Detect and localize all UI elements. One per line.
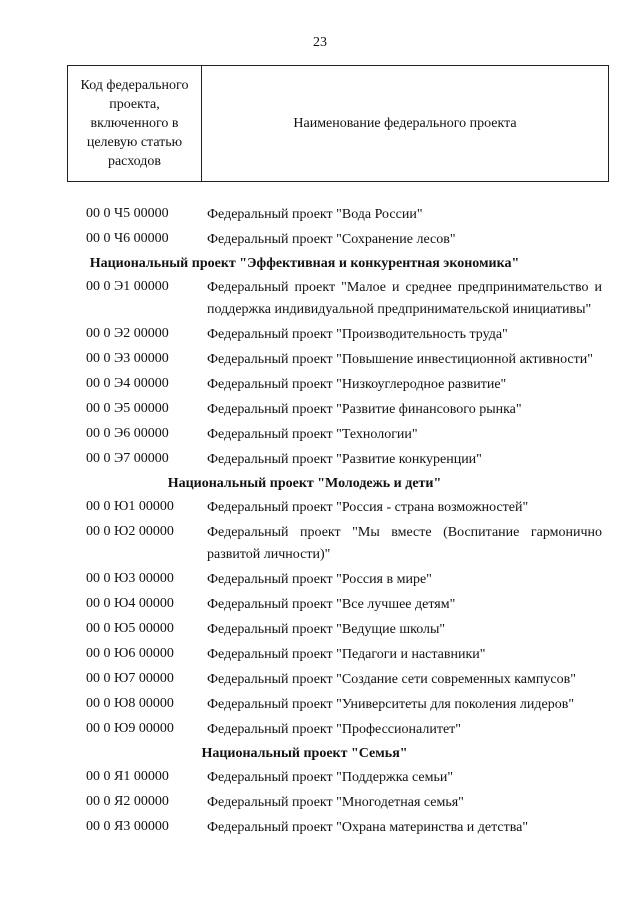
project-name: Федеральный проект "Охрана материнства и детства": [207, 820, 529, 835]
table-row: [0, 522, 640, 566]
table-row: [0, 324, 640, 346]
project-name: Федеральный проект "Сохранение лесов": [207, 232, 456, 247]
project-code: 00 0 Э3 00000: [86, 351, 169, 366]
project-name: Федеральный проект "Мы вместе (Воспитание гармонично развитой личности)": [207, 525, 602, 562]
project-name: Федеральный проект "Россия в мире": [207, 572, 432, 587]
table-row: [0, 277, 640, 321]
project-code: 00 0 Ю9 00000: [86, 721, 174, 736]
table-row: [0, 817, 640, 839]
project-code: 00 0 Э7 00000: [86, 451, 169, 466]
project-name: Федеральный проект "Развитие конкуренции": [207, 452, 482, 467]
table-row: [0, 767, 640, 789]
project-code: 00 0 Э2 00000: [86, 326, 169, 341]
project-code: 00 0 Э6 00000: [86, 426, 169, 441]
project-name: Федеральный проект "Производительность труда": [207, 327, 508, 342]
code-column-header: Код федерального проекта, включенного в целевую статью расходов: [68, 66, 202, 181]
project-name: Федеральный проект "Развитие финансового рынка": [207, 402, 522, 417]
project-code: 00 0 Я2 00000: [86, 794, 169, 809]
project-name: Федеральный проект "Университеты для поколения лидеров": [207, 697, 575, 712]
project-name: Федеральный проект "Педагоги и наставники": [207, 647, 486, 662]
project-code: 00 0 Ю5 00000: [86, 621, 174, 636]
project-list: [0, 204, 640, 842]
table-row: [0, 449, 640, 471]
project-name: Федеральный проект "Создание сети современных кампусов": [207, 672, 576, 687]
project-name: Федеральный проект "Поддержка семьи": [207, 770, 454, 785]
table-row: [0, 594, 640, 616]
project-code: 00 0 Ю7 00000: [86, 671, 174, 686]
national-project-heading: Национальный проект "Молодежь и дети": [167, 476, 442, 491]
project-code: 00 0 Ю8 00000: [86, 696, 174, 711]
table-row: [0, 399, 640, 421]
table-row: [0, 204, 640, 226]
project-code: 00 0 Э1 00000: [86, 279, 169, 294]
project-name: Федеральный проект "Технологии": [207, 427, 418, 442]
table-row: [0, 229, 640, 251]
project-code: 00 0 Ю6 00000: [86, 646, 174, 661]
project-code: 00 0 Ю3 00000: [86, 571, 174, 586]
project-code: 00 0 Ч5 00000: [86, 206, 169, 221]
project-code: 00 0 Э4 00000: [86, 376, 169, 391]
table-row: [0, 424, 640, 446]
table-row: [0, 694, 640, 716]
project-code: 00 0 Ч6 00000: [86, 231, 169, 246]
project-name: Федеральный проект "Профессионалитет": [207, 722, 461, 737]
project-code: 00 0 Я3 00000: [86, 819, 169, 834]
project-name: Федеральный проект "Многодетная семья": [207, 795, 464, 810]
table-row: [0, 644, 640, 666]
table-row: [0, 669, 640, 691]
project-code: 00 0 Я1 00000: [86, 769, 169, 784]
project-code: 00 0 Ю4 00000: [86, 596, 174, 611]
project-name: Федеральный проект "Все лучшее детям": [207, 597, 456, 612]
table-row: [0, 349, 640, 371]
project-name: Федеральный проект "Повышение инвестиционной активности": [207, 352, 593, 367]
project-name: Федеральный проект "Низкоуглеродное развитие": [207, 377, 507, 392]
project-name: Федеральный проект "Россия - страна возможностей": [207, 500, 529, 515]
page-number: 23: [313, 35, 327, 50]
project-code: 00 0 Ю1 00000: [86, 499, 174, 514]
table-row: [0, 497, 640, 519]
national-project-heading: Национальный проект "Семья": [201, 746, 408, 761]
table-header: [67, 65, 609, 182]
table-row: [0, 719, 640, 741]
project-code: 00 0 Э5 00000: [86, 401, 169, 416]
project-name: Федеральный проект "Малое и среднее предпринимательство и поддержка индивидуальной предпринимательской инициативы": [207, 280, 602, 317]
project-name: Федеральный проект "Ведущие школы": [207, 622, 446, 637]
national-project-heading: Национальный проект "Эффективная и конкурентная экономика": [89, 256, 520, 271]
table-row: [0, 792, 640, 814]
name-column-header: Наименование федерального проекта: [293, 115, 517, 131]
project-name: Федеральный проект "Вода России": [207, 207, 423, 222]
table-row: [0, 569, 640, 591]
table-row: [0, 374, 640, 396]
table-row: [0, 619, 640, 641]
project-code: 00 0 Ю2 00000: [86, 524, 174, 539]
